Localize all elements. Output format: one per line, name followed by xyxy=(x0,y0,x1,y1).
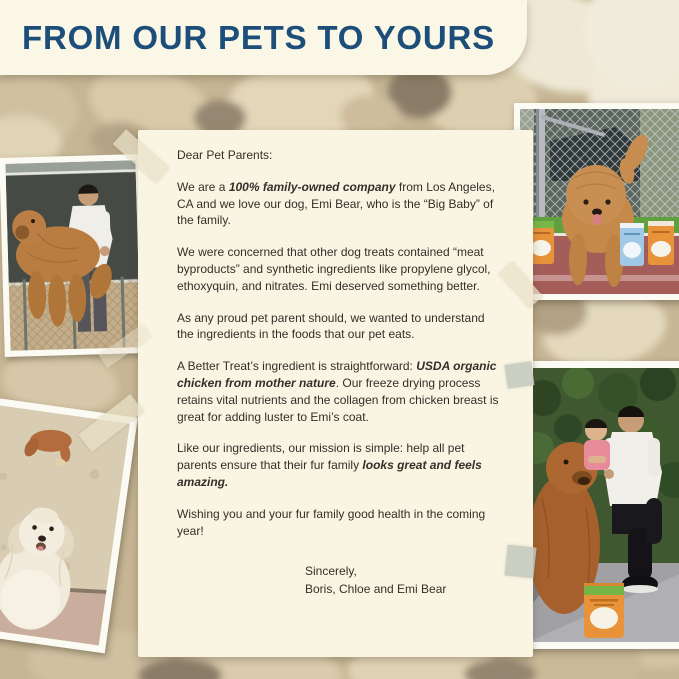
man-holding-dog-illustration xyxy=(5,160,140,351)
signoff-closing: Sincerely, xyxy=(305,564,357,579)
letter-text: Like our ingredients, our mission is simple: help all pet parents ensure that their fur family xyxy=(177,441,465,473)
white-dog-illustration xyxy=(0,404,130,645)
letter-text: . Our freeze drying process retains vital nutrients and the collagen from chicken breast is great for adding luster to Emi’s coat. xyxy=(177,375,499,424)
dog-with-pouches-illustration xyxy=(520,109,679,294)
letter-text-emphasis: 100% family-owned company xyxy=(228,179,396,194)
letter-paragraph: Wishing you and your fur family good health in the coming year! xyxy=(177,506,486,538)
header-banner xyxy=(0,0,527,75)
photo-family-with-dog xyxy=(521,361,679,649)
family-with-dog-illustration xyxy=(528,368,679,642)
letter-text: from Los Angeles, CA and we love our dog, Emi Bear, who is the “Big Baby” of the family. xyxy=(177,179,495,228)
letter-text: A Better Treat’s ingredient is straightforward: xyxy=(177,359,417,374)
letter-text-emphasis: USDA organic chicken from mother nature xyxy=(177,359,497,390)
letter-paragraph xyxy=(177,440,500,490)
letter-paragraph: We were concerned that other dog treats contained “meat byproducts” and synthetic ingredients like propylene glycol, ethoxyquin, and nitrates. Emi deserved something better. xyxy=(177,245,491,293)
letter-text-emphasis: looks great and feels amazing. xyxy=(177,458,482,489)
letter-paragraph: As any proud pet parent should, we wanted to understand the ingredients in the foods that our pet eats. xyxy=(177,310,485,342)
page-title: FROM OUR PETS TO YOURS xyxy=(22,18,495,56)
letter-paragraph xyxy=(177,358,500,425)
photo-dog-with-treat-pouches xyxy=(514,103,679,300)
letter-signoff xyxy=(305,563,500,598)
signoff-names: Boris, Chloe and Emi Bear xyxy=(305,581,447,596)
letter-panel xyxy=(138,130,533,657)
letter-paragraph xyxy=(177,179,500,229)
photo-man-holding-dog xyxy=(0,154,147,357)
washi-tape xyxy=(504,545,536,579)
letter-salutation: Dear Pet Parents: xyxy=(177,148,273,162)
washi-tape xyxy=(504,361,534,389)
letter-text: We are a xyxy=(177,179,229,194)
